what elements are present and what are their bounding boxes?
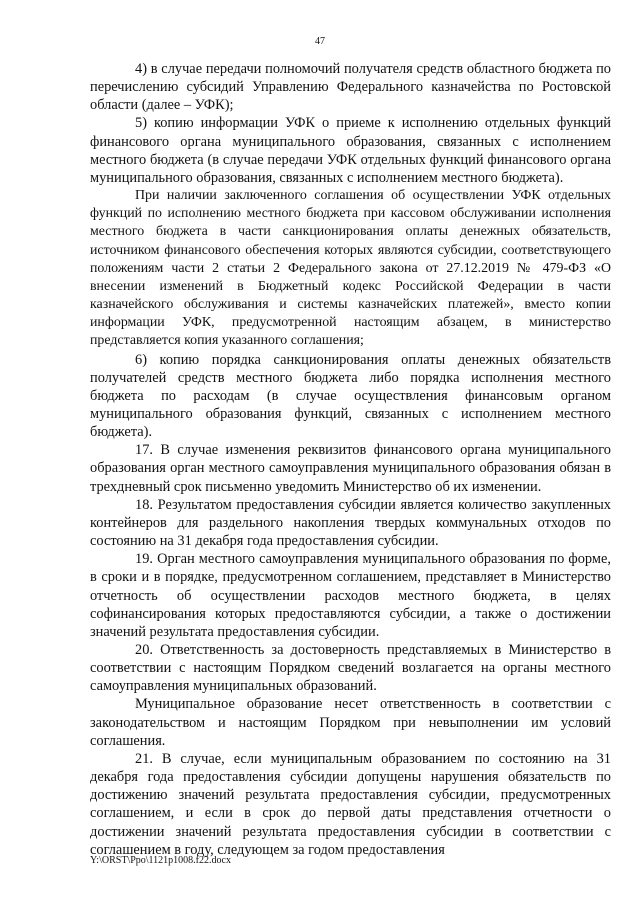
- paragraph-18: 18. Результатом предоставления субсидии является количество закупленных контейнеров для раздельного накопления твердых коммунальных отходов по состоянию на 31 декабря года предоставления субсидии.: [90, 496, 611, 550]
- paragraph-20: 20. Ответственность за достоверность представляемых в Министерство в соответствии с настоящим Порядком сведений возлагается на органы местного самоуправления муниципальных образований.: [90, 642, 611, 695]
- document-body: [90, 60, 611, 859]
- paragraph-17: 17. В случае изменения реквизитов финансового органа муниципального образования орган местного самоуправления муниципального образования обязан в трехдневный срок письменно уведомить Министерство об их изменении.: [90, 442, 611, 495]
- footer-file-path: Y:\ORST\Ppo\1121p1008.f22.docx: [90, 855, 231, 866]
- paragraph-20-responsibility: Муниципальное образование несет ответственность в соответствии с законодательством и настоящим Порядком при невыполнении им условий соглашения.: [90, 696, 611, 749]
- paragraph-item-5: 5) копию информации УФК о приеме к исполнению отдельных функций финансового органа муниципального образования, связанных с исполнением местного бюджета (в случае передачи УФК отдельных функций финансового органа муниципального образования, связанных с исполнением местного бюджета).: [90, 115, 611, 186]
- paragraph-21: 21. В случае, если муниципальным образованием по состоянию на 31 декабря года предоставления субсидии допущены нарушения обязательств по достижению значений результата предоставления субсидии, предусмотренных соглашением, и если в срок до первой даты представления отчетности о достижении значений результата предоставления субсидии в соответствии с соглашением в году, следующем за годом предоставления: [90, 750, 611, 858]
- page-number: 47: [315, 36, 325, 47]
- paragraph-item-4: 4) в случае передачи полномочий получателя средств областного бюджета по перечислению субсидий Управлению Федерального казначейства по Ростовской области (далее – УФК);: [90, 61, 611, 114]
- paragraph-ufk-agreement: При наличии заключенного соглашения об осуществлении УФК отдельных функций по исполнению местного бюджета при кассовом обслуживании исполнения местного бюджета в части санкционирования оплаты денежных обязательств, источником финансового обеспечения которых являются субсидии, соответствующего положениям части 2 статьи 2 Федерального закона от 27.12.2019 № 479-ФЗ «О внесении изменений в Бюджетный кодекс Российской Федерации в части казначейского обслуживания и системы казначейских платежей», вместо копии информации УФК, предусмотренной настоящим абзацем, в министерство представляется копия указанного соглашения;: [90, 188, 611, 349]
- paragraph-19: 19. Орган местного самоуправления муниципального образования по форме, в сроки и в порядке, предусмотренном соглашением, представляет в Министерство отчетность об осуществлении расходов местного бюджета, в целях софинансирования которых предоставляются субсидии, а также о достижении значений результата предоставления субсидии.: [90, 551, 611, 640]
- paragraph-item-6: 6) копию порядка санкционирования оплаты денежных обязательств получателей средств местного бюджета либо порядка исполнения местного бюджета по расходам (в случае осуществления финансовым органом муниципального образования функций, связанных с исполнением местного бюджета).: [90, 351, 611, 441]
